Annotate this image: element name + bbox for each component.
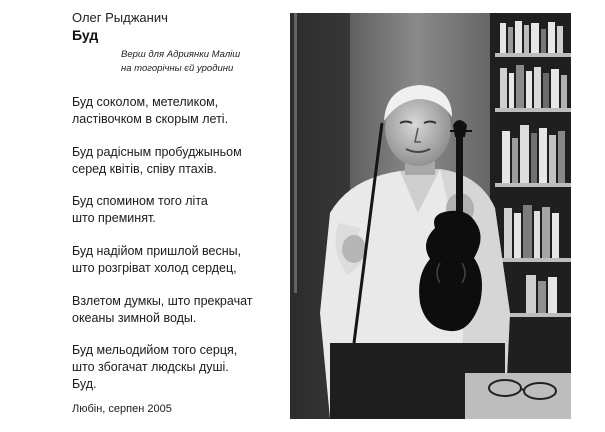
stanza-5 xyxy=(72,293,252,327)
poem-line: серед квітів, співу птахів. xyxy=(72,162,217,176)
poem-line: океаны зимной воды. xyxy=(72,311,197,325)
poem-line: Буд радісным пробуджыньом xyxy=(72,145,242,159)
poem-line: што збогачат людскы душі. xyxy=(72,360,229,374)
violinist-photo-image xyxy=(290,13,571,419)
stanza-2 xyxy=(72,144,242,178)
poem-title: Буд xyxy=(72,27,99,43)
dedication-line: Верш для Адриянки Маліш xyxy=(121,49,241,60)
poem-dedication xyxy=(121,48,240,76)
poem-line: Буд спомином того літа xyxy=(72,194,208,208)
poem-line: што преминят. xyxy=(72,211,156,225)
portrait-photo xyxy=(290,13,571,419)
poem-line: Буд. xyxy=(72,377,97,391)
poem-line: Буд соколом, метеликом, xyxy=(72,95,219,109)
stanza-4 xyxy=(72,243,241,277)
poem-line: ластівочком в скорым леті. xyxy=(72,112,229,126)
stanza-3 xyxy=(72,193,208,227)
glasses xyxy=(465,373,571,419)
stanza-6 xyxy=(72,342,237,393)
poem-author: Олег Рыджанич xyxy=(72,10,168,25)
poem-signature: Любін, серпен 2005 xyxy=(72,403,172,415)
poem-line: Буд надійом пришлой весны, xyxy=(72,244,242,258)
poem-line: Буд мельодийом того серця, xyxy=(72,343,238,357)
stanza-1 xyxy=(72,94,228,128)
dedication-line: на тогорічны єй уродини xyxy=(121,63,234,74)
poem-line: Взлетом думкы, што прекрачат xyxy=(72,294,253,308)
poem-line: што розгріват холод сердец, xyxy=(72,261,237,275)
